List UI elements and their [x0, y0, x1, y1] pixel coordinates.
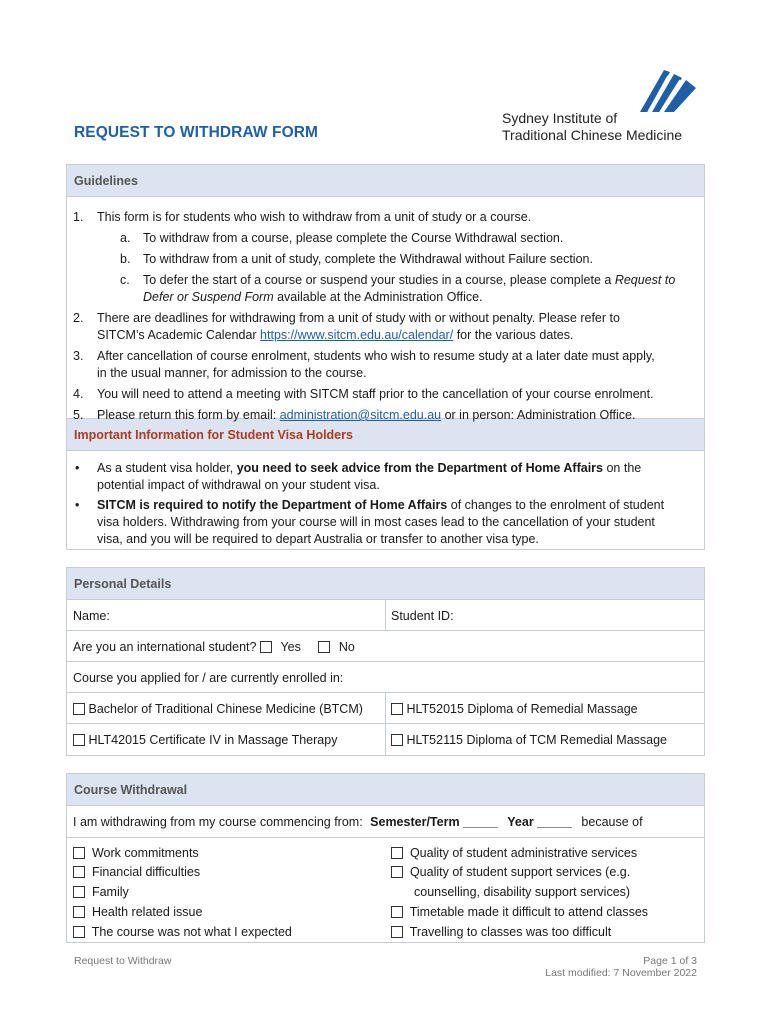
- guideline-3-cont: in the usual manner, for admission to the course.: [97, 366, 367, 380]
- page-title: REQUEST TO WITHDRAW FORM: [74, 124, 319, 141]
- guideline-5: Please return this form by email: administration@sitcm.edu.au or in person: Administration Office.: [97, 408, 636, 422]
- withdrawal-reasons: Work commitments Financial difficulties Family Health related issue The course was not what I expected Quality of student administrative services Quality of student support services (e.g. counselling, disability support services) Timetable made it difficult to attend classes Travelling to classes was too difficult: [67, 838, 704, 942]
- logo-text: Sydney Institute of Traditional Chinese Medicine: [502, 110, 683, 143]
- visa-bullet-2: SITCM is required to notify the Department of Home Affairs of changes to the enrolment of student: [97, 498, 665, 512]
- course-hlt42015-checkbox[interactable]: [73, 734, 85, 746]
- international-no-checkbox[interactable]: [318, 641, 330, 653]
- international-row: Are you an international student? Yes No: [67, 631, 704, 662]
- semester-field[interactable]: Semester/Term _____: [370, 815, 498, 829]
- guideline-1a: To withdraw from a course, please complete the Course Withdrawal section.: [143, 231, 564, 245]
- year-field[interactable]: Year _____: [507, 815, 572, 829]
- email-link[interactable]: administration@sitcm.edu.au: [279, 408, 442, 422]
- reason-left-0: Work commitments: [73, 846, 199, 860]
- guideline-1b: To withdraw from a unit of study, complete the Withdrawal without Failure section.: [143, 252, 593, 266]
- personal-details-box: [66, 567, 705, 756]
- reason-checkbox[interactable]: [73, 847, 85, 859]
- name-row: [67, 600, 704, 631]
- reason-checkbox[interactable]: [391, 847, 403, 859]
- reason-left-4: The course was not what I expected: [73, 925, 292, 939]
- visa-bullet-1: As a student visa holder, you need to seek advice from the Department of Home Affairs on the: [97, 461, 642, 475]
- withdrawal-heading: Course Withdrawal: [67, 774, 704, 806]
- reason-checkbox[interactable]: [391, 906, 403, 918]
- reason-left-1: Financial difficulties: [73, 865, 200, 879]
- footer-title: Request to Withdraw: [74, 955, 172, 967]
- guidelines-box: [66, 164, 705, 550]
- reason-checkbox[interactable]: [391, 926, 403, 938]
- guidelines-list: 1. This form is for students who wish to withdraw from a unit of study or a course. a. To withdraw from a course, please complete the Course Withdrawal section. b. To withdraw from a unit of study, complete the Withdrawal without Failure section. c. To defer the start of a course or suspend your studies in a course, please complete a Request to Defer or Suspend Form available at the Administration Office. 2. There are deadlines for withdrawing from a unit of study with or without penalty. Please refer to SITCM’s Academic Calendar https://www.sitcm.edu.au/calendar/ for the various dates. 3. After cancellation of course enrolment, students who wish to resume study at a later date must apply, in the usual manner, for admission to the course. 4. You will need to attend a meeting with SITCM staff prior to the cancellation of your course enrolment. 5. Please return this form by email: administration@sitcm.edu.au or in person: Administration Office.: [67, 197, 704, 419]
- reason-checkbox[interactable]: [73, 906, 85, 918]
- reason-right-1: Quality of student support services (e.g.: [391, 865, 630, 879]
- visa-heading: Important Information for Student Visa Holders: [67, 419, 704, 451]
- reason-right-0: Quality of student administrative services: [391, 846, 637, 860]
- guideline-1c: To defer the start of a course or suspend your studies in a course, please complete a Request to: [143, 273, 676, 287]
- footer-page-info: Page 1 of 3 Last modified: 7 November 2022: [545, 955, 697, 979]
- reason-left-3: Health related issue: [73, 905, 202, 919]
- guideline-3: After cancellation of course enrolment, students who wish to resume study at a later date must apply,: [97, 349, 655, 363]
- course-hlt52115-checkbox[interactable]: [391, 734, 403, 746]
- course-question-row: Course you applied for / are currently enrolled in:: [67, 662, 704, 693]
- withdrawal-statement-row: I am withdrawing from my course commencing from: Semester/Term _____ Year _____ because of: [67, 806, 704, 838]
- calendar-link[interactable]: https://www.sitcm.edu.au/calendar/: [260, 328, 454, 342]
- course-btcm-checkbox[interactable]: [73, 703, 85, 715]
- course-row-1: Bachelor of Traditional Chinese Medicine (BTCM) HLT52015 Diploma of Remedial Massage: [67, 693, 704, 724]
- course-row-2: HLT42015 Certificate IV in Massage Therapy HLT52115 Diploma of TCM Remedial Massage: [67, 724, 704, 755]
- reason-checkbox[interactable]: [73, 886, 85, 898]
- course-hlt52015-checkbox[interactable]: [391, 703, 403, 715]
- personal-heading: Personal Details: [67, 568, 704, 600]
- guideline-2: There are deadlines for withdrawing from a unit of study with or without penalty. Please refer to: [97, 311, 620, 325]
- guideline-1: This form is for students who wish to withdraw from a unit of study or a course.: [97, 210, 532, 224]
- reason-left-2: Family: [73, 885, 129, 899]
- guideline-2-cont: SITCM’s Academic Calendar https://www.sitcm.edu.au/calendar/ for the various dates.: [97, 328, 574, 342]
- sitcm-logo-icon: [630, 68, 700, 114]
- guideline-1c-cont: Defer or Suspend Form available at the Administration Office.: [143, 290, 483, 304]
- reason-checkbox[interactable]: [73, 866, 85, 878]
- student-id-field[interactable]: Student ID:: [391, 609, 454, 623]
- reason-right-3: Travelling to classes was too difficult: [391, 925, 611, 939]
- reason-right-2: Timetable made it difficult to attend classes: [391, 905, 648, 919]
- guidelines-heading: Guidelines: [67, 165, 704, 197]
- visa-info: • As a student visa holder, you need to seek advice from the Department of Home Affairs on the potential impact of withdrawal on your student visa. • SITCM is required to notify the Department of Home Affairs of changes to the enrolment of student visa holders. Withdrawing from your course will in most cases lead to the cancellation of your student visa, and you will be required to depart Australia or transfer to another visa type.: [75, 461, 665, 546]
- reason-checkbox[interactable]: [73, 926, 85, 938]
- course-withdrawal-box: [66, 773, 705, 943]
- reason-checkbox[interactable]: [391, 866, 403, 878]
- name-field[interactable]: Name:: [73, 609, 110, 623]
- guideline-4: You will need to attend a meeting with SITCM staff prior to the cancellation of your course enrolment.: [97, 387, 654, 401]
- international-yes-checkbox[interactable]: [260, 641, 272, 653]
